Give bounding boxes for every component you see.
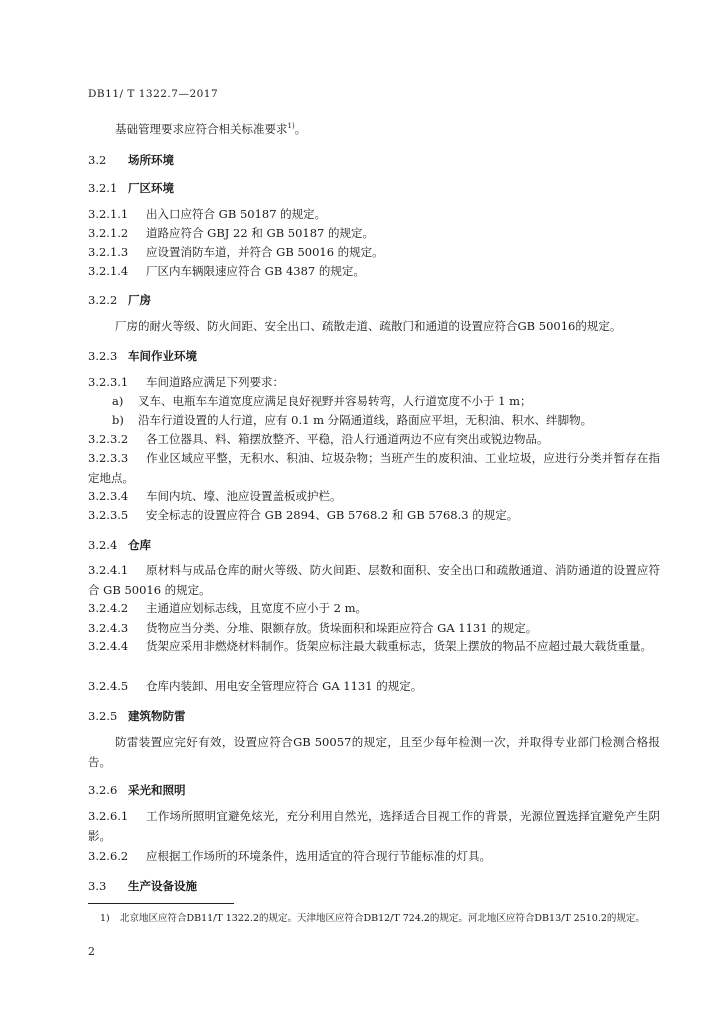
clause-3-2-3-5: 3.2.3.5 安全标志的设置应符合 GB 2894、GB 5768.2 和 GB 5768.3 的规定。 [88,508,519,522]
list-item-a: a) 叉车、电瓶车车道宽度应满足良好视野并容易转弯，人行道宽度不小于 1 m； [112,394,532,408]
clause-3-2-6-2: 3.2.6.2 应根据工作场所的环境条件，选用适宜的符合现行节能标准的灯具。 [88,849,491,863]
clause-3-2-4-5: 3.2.4.5 仓库内装卸、用电安全管理应符合 GA 1131 的规定。 [88,679,423,693]
footnote-separator [88,903,234,904]
heading-3-2-3: 3.2.3 车间作业环境 [88,349,197,363]
clause-3-2-4-2: 3.2.4.2 主通道应划标志线，且宽度不应小于 2 m。 [88,601,368,615]
clause-3-2-3-3: 3.2.3.3 作业区域应平整，无积水、积油、垃圾杂物；当班产生的废积油、工业垃圾，应进行分类并暂存在指定地点。 [88,451,660,485]
heading-3-2-1: 3.2.1 厂区环境 [88,181,174,195]
clause-3-2-3-2: 3.2.3.2 各工位器具、料、箱摆放整齐、平稳，沿人行通道两边不应有突出或锐边物品。 [88,432,549,446]
clause-3-2-3-1: 3.2.3.1 车间道路应满足下列要求： [88,375,284,389]
heading-3-2-4: 3.2.4 仓库 [88,538,151,552]
heading-3-2-5: 3.2.5 建筑物防雷 [88,709,186,723]
heading-3-2: 3.2 场所环境 [88,153,174,167]
footnote-ref: 1) [287,122,295,130]
intro-paragraph: 基础管理要求应符合相关标准要求$^{1)}$。 [115,121,307,136]
footnote-text: 北京地区应符合DB11/T 1322.2的规定。天津地区应符合DB12/T 724.2的规定。河北地区应符合DB13/T 2510.2的规定。 [120,913,645,924]
clause-3-2-1-3: 3.2.1.3 应设置消防车道，并符合 GB 50016 的规定。 [88,245,384,259]
footnote [100,911,670,927]
clause-3-2-4-3: 3.2.4.3 货物应当分类、分堆、限额存放。货垛面积和垛距应符合 GA 1131 的规定。 [88,621,538,635]
clause-3-2-1-1: 3.2.1.1 出入口应符合 GB 50187 的规定。 [88,207,327,221]
clause-3-2-4-4: 3.2.4.4 货架应采用非燃烧材料制作。货架应标注最大载重标志，货架上摆放的物品不应超过最大载货重量。 [88,639,652,653]
paragraph-3-2-2: 厂房的耐火等级、防火间距、安全出口、疏散走道、疏散门和通道的设置应符合GB 50016的规定。 [115,319,622,333]
clause-3-2-4-1: 3.2.4.1 原材料与成品仓库的耐火等级、防火间距、层数和面积、安全出口和疏散通道、消防通道的设置应符合 GB 50016 的规定。 [88,563,660,597]
heading-3-3: 3.3 生产设备设施 [88,879,197,893]
clause-3-2-1-4: 3.2.1.4 厂区内车辆限速应符合 GB 4387 的规定。 [88,264,365,278]
document-header: DB11/ T 1322.7—2017 [88,88,219,100]
clause-3-2-6-1: 3.2.6.1 工作场所照明宜避免炫光，充分利用自然光，选择适合目视工作的背景，光源位置选择宜避免产生阴影。 [88,809,660,843]
heading-3-2-6: 3.2.6 采光和照明 [88,783,186,797]
page-number: 2 [88,945,95,958]
list-item-b: b) 沿车行道设置的人行道，应有 0.1 m 分隔通道线，路面应平坦，无积油、积水、绊脚物。 [112,413,593,427]
paragraph-3-2-5: 防雷装置应完好有效，设置应符合GB 50057的规定，且至少每年检测一次，并取得专业部门检测合格报告。 [88,735,660,769]
heading-3-2-2: 3.2.2 厂房 [88,293,151,307]
clause-3-2-3-4: 3.2.3.4 车间内坑、壕、池应设置盖板或护栏。 [88,489,342,503]
clause-3-2-1-2: 3.2.1.2 道路应符合 GBJ 22 和 GB 50187 的规定。 [88,226,375,240]
footnote-mark: 1) [100,913,110,924]
